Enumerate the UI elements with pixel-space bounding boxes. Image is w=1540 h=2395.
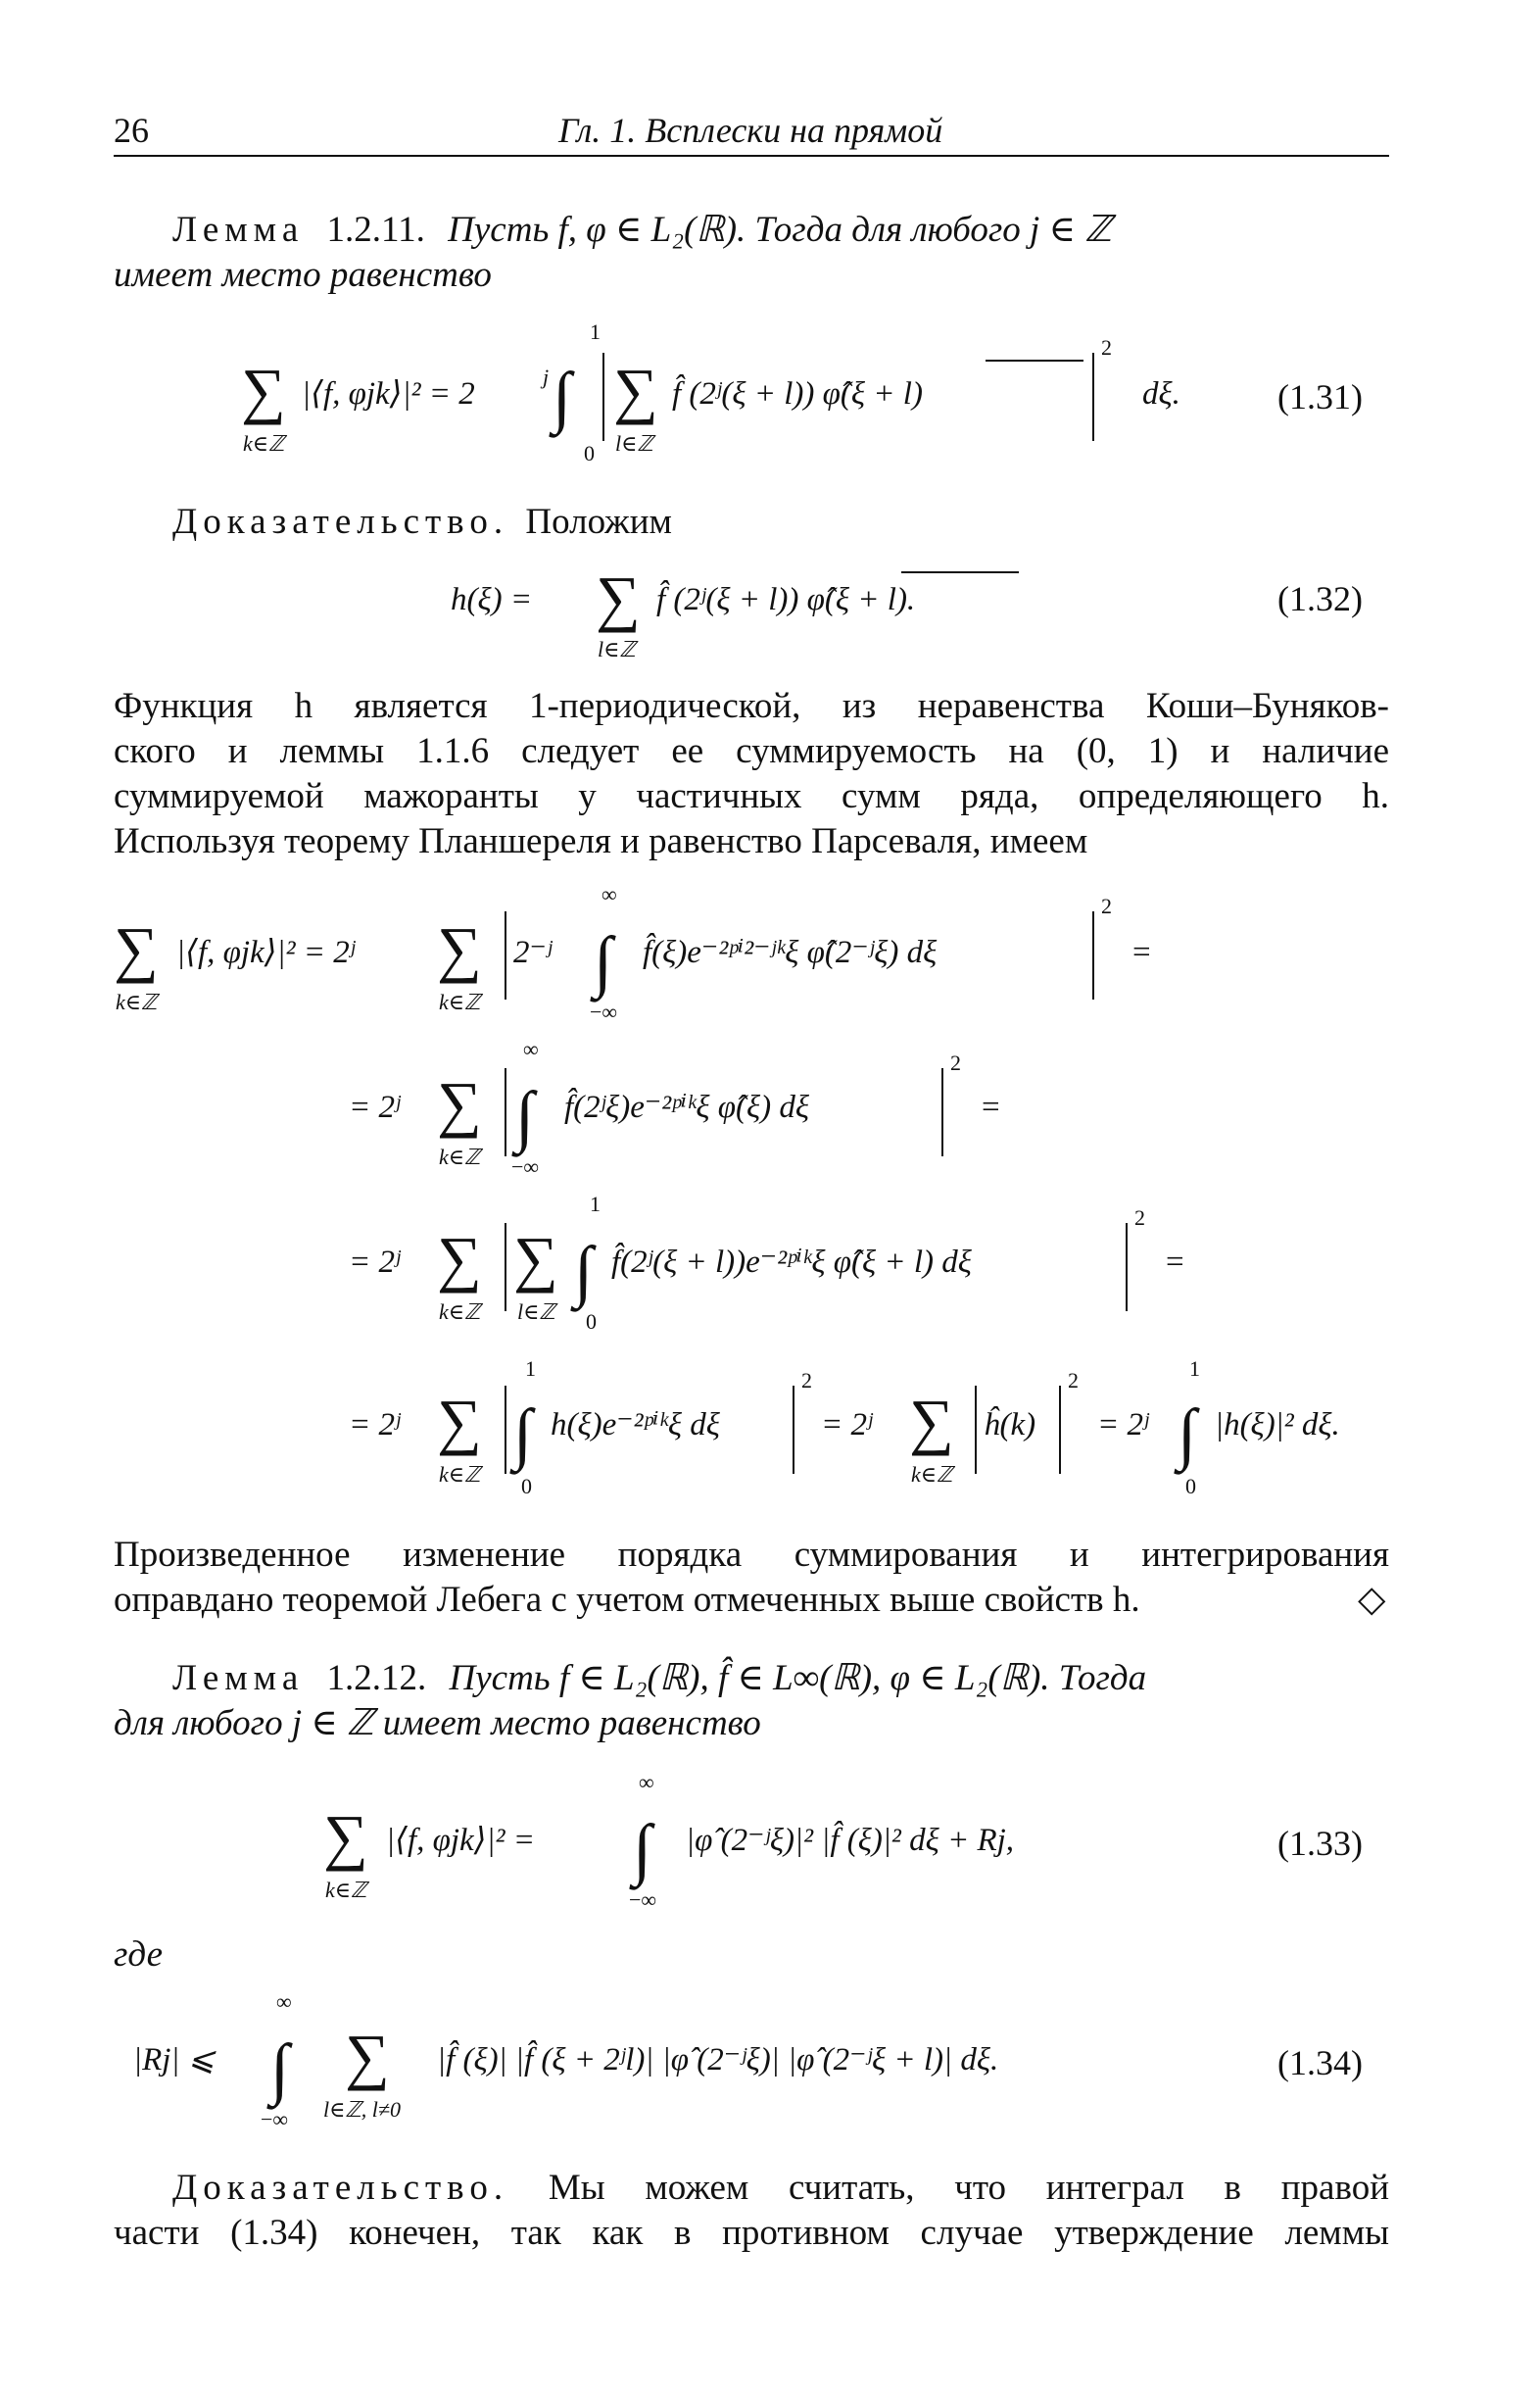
row1-integrand: f̂(ξ)e⁻²ᵖⁱ²⁻ʲᵏξ φ̂(2⁻ʲξ) dξ — [643, 935, 938, 970]
sum-symbol: ∑ — [437, 1224, 482, 1294]
sum-symbol: ∑ — [909, 1387, 954, 1456]
lower-limit: −∞ — [261, 2107, 289, 2131]
sum-symbol: ∑ — [437, 914, 482, 984]
lower-limit: −∞ — [511, 1154, 540, 1179]
lower-limit: −∞ — [590, 1000, 618, 1024]
lemma-1-2-11-line2: имеет место равенство — [114, 255, 492, 295]
sum-symbol: ∑ — [345, 2022, 390, 2091]
integral-symbol: ∫ — [594, 924, 613, 1000]
row4-prefix: = 2ʲ — [349, 1407, 401, 1442]
integrand: f̂ (2ʲ(ξ + l)) φ̂(ξ + l) — [672, 376, 923, 412]
derivation — [114, 882, 1389, 1509]
square: 2 — [1068, 1368, 1079, 1393]
lhs: |Rj| ⩽ — [133, 2042, 216, 2077]
proof-paragraph-line1: Функция h является 1-периодической, из неравенства Коши–Буняков- — [114, 686, 1389, 726]
row4-end: |h(ξ)|² dξ. — [1215, 1407, 1340, 1442]
derivation-row-4 — [349, 1356, 1340, 1498]
proof-conclusion-line2: оправдано теоремой Лебега с учетом отмеченных выше свойств h. — [114, 1580, 1140, 1620]
row4-prefix-2: = 2ʲ — [821, 1407, 873, 1442]
equals: = — [1166, 1245, 1184, 1280]
sum-index: k∈ℤ — [439, 990, 481, 1014]
square: 2 — [1101, 894, 1112, 918]
proof-conclusion-line1: Произведенное изменение порядка суммирования и интегрирования — [114, 1535, 1389, 1575]
sum-index: k∈ℤ — [911, 1462, 953, 1487]
lemma-statement: Пусть f ∈ L₂(ℝ), f̂ ∈ L∞(ℝ), φ ∈ L₂(ℝ). Тогда — [449, 1658, 1147, 1698]
row2-integrand: f̂(2ʲξ)e⁻²ᵖⁱᵏξ φ̂(ξ) dξ — [564, 1090, 810, 1125]
eq-number-1-34: (1.34) — [1277, 2043, 1363, 2082]
proof-2-line2: части (1.34) конечен, так как в противном случае утверждение леммы — [114, 2213, 1389, 2253]
lemma-1-2-12-line1 — [172, 1656, 1146, 1701]
sum-symbol: ∑ — [513, 1224, 558, 1294]
integrand: |φ̂ (2⁻ʲξ)|² |f̂ (ξ)|² dξ + Rj, — [686, 1823, 1015, 1858]
proof-text: Мы можем считать, что интеграл в правой — [548, 2168, 1389, 2208]
sum-symbol: ∑ — [437, 1387, 482, 1456]
running-title: Гл. 1. Всплески на прямой — [558, 111, 943, 150]
derivation-row-1 — [114, 882, 1151, 1024]
proof-label: Доказательство. — [172, 502, 509, 542]
square: 2 — [1134, 1205, 1145, 1230]
derivation-row-3 — [349, 1192, 1184, 1334]
lemma-number: 1.2.12. — [326, 1658, 427, 1698]
upper-limit: ∞ — [523, 1037, 539, 1061]
square: 2 — [1101, 335, 1112, 360]
square: 2 — [801, 1368, 812, 1393]
equation-1-34 — [114, 1983, 1279, 2140]
sum-index: k∈ℤ — [439, 1299, 481, 1324]
end-of-proof-mark: ◇ — [1358, 1580, 1386, 1620]
lemma-label: Лемма — [172, 1658, 305, 1698]
sum-index: k∈ℤ — [439, 1145, 481, 1169]
proof-paragraph-line3: суммируемой мажоранты у частичных сумм ряда, определяющего h. — [114, 776, 1389, 816]
sum-index-inner: l∈ℤ — [615, 431, 653, 456]
proof-paragraph-line4: Используя теорему Планшереля и равенство Парсеваля, имеем — [114, 821, 1088, 861]
sum-index: l∈ℤ, l≠0 — [323, 2097, 401, 2122]
proof-2-line1 — [172, 2166, 1389, 2211]
sum-symbol-inner: ∑ — [613, 356, 658, 425]
eq-number-1-33: (1.33) — [1277, 1824, 1363, 1863]
lemma-label: Лемма — [172, 210, 305, 250]
lemma-statement: Пусть f, φ ∈ L₂(ℝ). Тогда для любого j ∈ ℤ — [448, 210, 1112, 250]
page-number: 26 — [114, 111, 149, 150]
integral-symbol: ∫ — [513, 1396, 533, 1472]
sum-symbol: ∑ — [114, 914, 159, 984]
upper-limit: ∞ — [602, 882, 617, 906]
derivation-row-2 — [349, 1037, 1000, 1179]
lower-limit: 0 — [584, 441, 595, 465]
row2-prefix: = 2ʲ — [349, 1090, 401, 1125]
h-hat-k: ĥ(k) — [984, 1407, 1036, 1442]
h-def: h(ξ) = — [451, 582, 533, 617]
equals: = — [982, 1090, 1000, 1125]
proof-paragraph-line2: ского и леммы 1.1.6 следует ее суммируемость на (0, 1) и наличие — [114, 731, 1389, 771]
lower-limit: 0 — [1185, 1474, 1196, 1498]
sum-symbol: ∑ — [596, 563, 641, 633]
summand: f̂ (2ʲ(ξ + l)) φ̂(ξ + l). — [656, 582, 916, 617]
lemma-number: 1.2.11. — [326, 210, 425, 250]
eq-number-1-32: (1.32) — [1277, 579, 1363, 618]
integral-symbol: ∫ — [1178, 1396, 1197, 1472]
sum-index: l∈ℤ — [598, 637, 636, 661]
sum-index: k∈ℤ — [243, 431, 285, 456]
row3-integrand: f̂(2ʲ(ξ + l))e⁻²ᵖⁱᵏξ φ̂(ξ + l) dξ — [611, 1245, 972, 1280]
sum-index: k∈ℤ — [325, 1878, 367, 1902]
sum-index: k∈ℤ — [116, 990, 158, 1014]
proof-text: Положим — [525, 502, 672, 542]
upper-limit: 1 — [1189, 1356, 1200, 1381]
integral-symbol: ∫ — [515, 1079, 535, 1154]
row1-lhs: |⟨f, φjk⟩|² = 2ʲ — [176, 935, 356, 970]
where-word: где — [114, 1934, 164, 1975]
differential: dξ. — [1142, 376, 1180, 412]
equation-1-33 — [323, 1764, 1205, 1921]
equals: = — [1132, 935, 1151, 970]
inner-product: |⟨f, φjk⟩|² = 2 — [302, 376, 475, 412]
sum-symbol: ∑ — [241, 356, 286, 425]
row4-prefix-3: = 2ʲ — [1097, 1407, 1149, 1442]
proof-1-start — [172, 500, 672, 545]
row1-factor: 2⁻ʲ — [513, 935, 553, 970]
upper-limit: ∞ — [276, 1989, 292, 2014]
lemma-1-2-12-line2: для любого j ∈ ℤ имеет место равенство — [114, 1703, 761, 1743]
sum-symbol: ∑ — [323, 1802, 368, 1872]
upper-limit: 1 — [525, 1356, 536, 1381]
row4-integrand: h(ξ)e⁻²ᵖⁱᵏξ dξ — [551, 1407, 720, 1442]
lemma-1-2-11-line1 — [172, 208, 1389, 253]
row3-prefix: = 2ʲ — [349, 1245, 401, 1280]
equation-1-31 — [114, 314, 1389, 470]
eq-number-1-31: (1.31) — [1277, 377, 1363, 416]
power-j: j — [543, 365, 550, 389]
integral-symbol: ∫ — [270, 2031, 290, 2107]
sum-index: l∈ℤ — [517, 1299, 555, 1324]
integral-symbol: ∫ — [553, 360, 572, 435]
lower-limit: −∞ — [629, 1887, 657, 1912]
upper-limit: 1 — [590, 1192, 601, 1216]
header-rule — [114, 155, 1389, 157]
lower-limit: 0 — [586, 1309, 597, 1334]
square: 2 — [950, 1051, 961, 1075]
equation-1-32 — [451, 559, 1058, 666]
upper-limit: 1 — [590, 319, 601, 344]
sum-symbol: ∑ — [437, 1069, 482, 1139]
upper-limit: ∞ — [639, 1770, 654, 1794]
lower-limit: 0 — [521, 1474, 532, 1498]
integral-symbol: ∫ — [574, 1234, 594, 1309]
lhs: |⟨f, φjk⟩|² = — [386, 1823, 536, 1858]
sum-index: k∈ℤ — [439, 1462, 481, 1487]
proof-label: Доказательство. — [172, 2168, 509, 2208]
integrand: |f̂ (ξ)| |f̂ (ξ + 2ʲl)| |φ̂ (2⁻ʲξ)| |φ̂ (2⁻ʲξ + l)| dξ. — [437, 2042, 999, 2077]
integral-symbol: ∫ — [633, 1812, 652, 1887]
